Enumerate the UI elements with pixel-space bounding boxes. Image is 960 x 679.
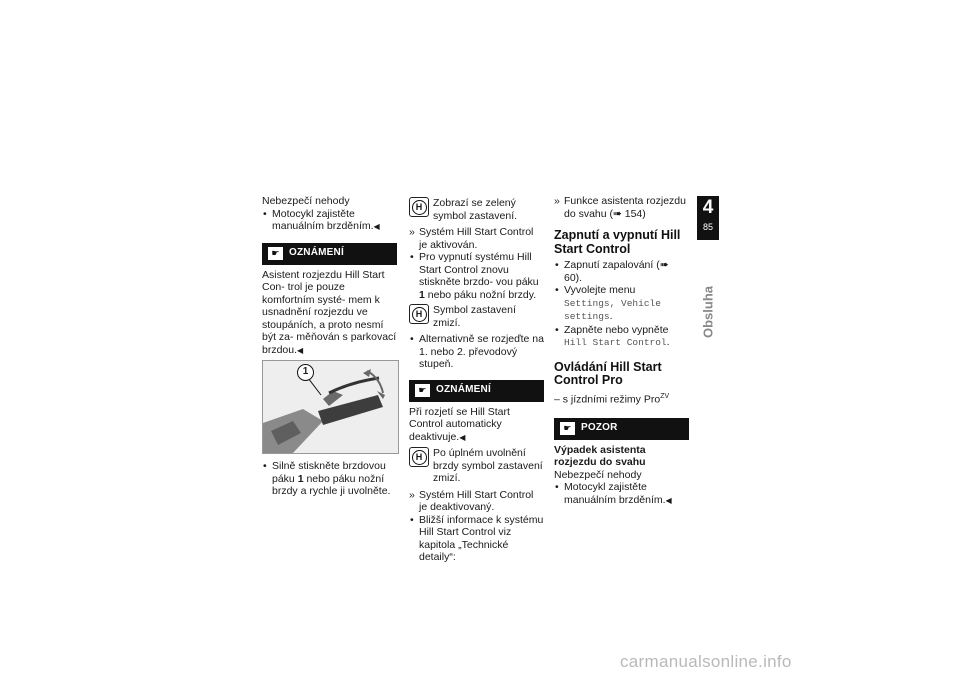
list-item (262, 208, 397, 234)
column-1 (262, 195, 397, 498)
chapter-number: 4 (702, 197, 714, 218)
list-item (554, 481, 689, 507)
notice-body: Asistent rozjezdu Hill Start Con- trol je pouze komfortním systé- mem k usnadnění rozjezdu ve stoupáních, a proto nesmí být za- měňován s parkovací brzdou. (262, 268, 397, 356)
triangle-end-icon: ◀ (297, 345, 304, 355)
triangle-end-icon: ◀ (459, 432, 466, 442)
notice-label: OZNÁMENÍ (436, 384, 491, 396)
symbol-text: Symbol zastavení zmizí. (433, 304, 516, 329)
warning-label: POZOR (581, 422, 618, 434)
brake-lever-illustration (263, 361, 398, 453)
hand-icon: ☛ (268, 247, 283, 260)
list-item (262, 460, 397, 498)
symbol-row (409, 304, 544, 329)
notice-banner (409, 380, 544, 402)
part-reference: 1 (297, 472, 304, 485)
watermark: carmanualsonline.info (620, 652, 792, 671)
hand-icon: ☛ (560, 422, 575, 435)
list-item: • Zapnutí zapalování (➠ 60). (554, 259, 689, 284)
chapter-tab (697, 196, 719, 240)
result-item: » Systém Hill Start Control je deaktivovaný. (409, 489, 544, 514)
list-item: • Bližší informace k systému Hill Start Control viz kapitola „Technické detaily“: (409, 514, 544, 564)
figure-callout-label: 1 (297, 364, 314, 381)
bullet-text: Motocykl zajistěte manuálním brzděním. (272, 207, 374, 232)
intro-text: Nebezpečí nehody (262, 195, 350, 207)
hand-icon: ☛ (415, 384, 430, 397)
section-heading: Ovládání Hill Start Control Pro (554, 359, 662, 387)
notice-label: OZNÁMENÍ (289, 247, 344, 259)
part-reference: 1 (419, 288, 425, 301)
mode-label: – s jízdními režimy Pro (554, 393, 661, 405)
symbol-row (409, 197, 544, 222)
triangle-end-icon: ◀ (665, 495, 672, 505)
list-item: • Vyvolejte menu Settings, Vehicle settings. (554, 284, 689, 324)
chapter-title: Obsluha (700, 285, 716, 339)
section-heading: Zapnutí a vypnutí Hill Start Control (554, 228, 681, 256)
triangle-end-icon: ◀ (373, 222, 380, 231)
menu-path: Settings, Vehicle settings (564, 297, 661, 322)
symbol-text: Zobrazí se zelený symbol zastavení. (433, 197, 518, 222)
bullet-text: Zapněte nebo vypněte (564, 323, 669, 336)
symbol-text: Po úplném uvolnění brzdy symbol zastavení zmizí. (433, 447, 543, 484)
bullet-text: nebo páku nožní brzdy a rychle ji uvolněte. (272, 472, 391, 497)
mode-superscript: ZV (660, 392, 670, 400)
hill-hold-h-icon: H (409, 197, 429, 217)
menu-path: Hill Start Control (564, 337, 667, 348)
notice-banner (262, 243, 397, 265)
hill-hold-h-icon: H (409, 447, 429, 467)
list-item (409, 251, 544, 301)
symbol-row (409, 447, 544, 485)
hill-hold-h-icon: H (409, 304, 429, 324)
mode-text (554, 391, 689, 406)
notice-text (262, 269, 397, 358)
list-item: • Alternativně se rozjeďte na 1. nebo 2. převodový stupeň. (409, 333, 544, 371)
warning-title: Výpadek asistenta rozjezdu do svahu (554, 443, 646, 468)
notice-body: Při rozjetí se Hill Start Control automaticky deaktivuje. (409, 405, 510, 443)
bullet-text: Vyvolejte menu (564, 284, 636, 296)
page-number: 85 (702, 222, 713, 232)
list-item: • Zapněte nebo vypněte Hill Start Control. (554, 324, 689, 350)
brake-lever-figure (262, 360, 399, 454)
notice-text (409, 406, 544, 445)
bullet-text: Silně stiskněte brzdovou páku (272, 460, 386, 485)
result-item: » Funkce asistenta rozjezdu do svahu (➠ 154) (554, 195, 689, 220)
bullet-text: nebo páku nožní brzdy. (427, 288, 537, 301)
warning-banner (554, 418, 689, 440)
warning-intro: Nebezpečí nehody (554, 468, 642, 481)
column-3 (554, 195, 689, 507)
bullet-text: Pro vypnutí systému Hill Start Control znovu stiskněte brzdo- vou páku (419, 251, 539, 288)
column-2 (409, 195, 544, 564)
bullet-text: Motocykl zajistěte manuálním brzděním. (564, 481, 666, 506)
result-item: » Systém Hill Start Control je aktivován. (409, 226, 544, 251)
